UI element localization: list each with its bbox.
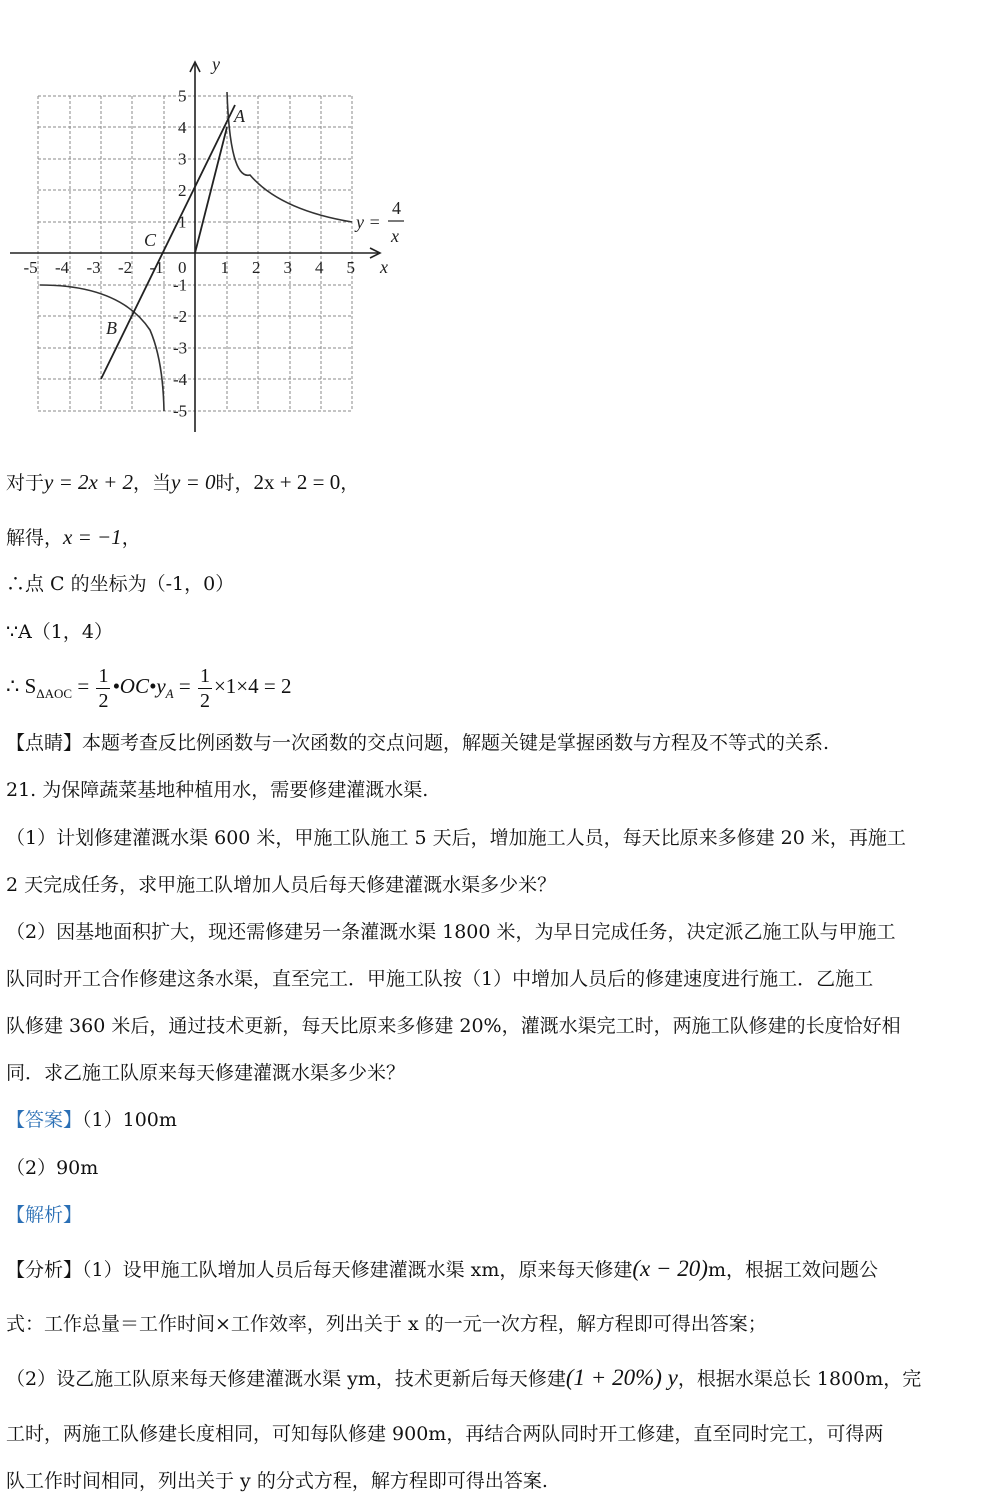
x-tick-label: 3 <box>283 258 292 277</box>
x-tick-label: -4 <box>55 258 70 277</box>
y-tick-label: -1 <box>173 275 188 295</box>
analysis-line-2: 式：工作总量＝工作时间×工作效率，列出关于 x 的一元一次方程，解方程即可得出答案； <box>6 1313 767 1335</box>
y-tick-label: 5 <box>178 86 187 106</box>
curve-label-numerator: 4 <box>392 198 401 218</box>
analysis-tag: 【解析】 <box>6 1204 83 1226</box>
question-part2-a: （2）因基地面积扩大，现还需修建另一条灌溉水渠 1800 米，为早日完成任务，决定派乙施工队与甲施工 <box>6 921 896 943</box>
question-part1-a: （1）计划修建灌溉水渠 600 米，甲施工队施工 5 天后，增加施工人员，每天比原来多修建 20 米，再施工 <box>6 827 906 849</box>
y-tick-label: -4 <box>173 370 188 389</box>
analysis-line-1: 【分析】（1）设甲施工队增加人员后每天修建灌溉水渠 xm，原来每天修建(x − 20)m，根据工效问题公 <box>6 1256 878 1281</box>
question-part1-b: 2 天完成任务，求甲施工队增加人员后每天修建灌溉水渠多少米？ <box>6 874 557 896</box>
y-tick-label: 4 <box>178 118 187 137</box>
x-tick-label: 1 <box>220 258 229 277</box>
x-tick-label: 2 <box>252 258 261 277</box>
x-tick-label: 4 <box>315 258 324 277</box>
area-formula: ∴ $S_{\Delta AOC}$ = $\frac{1}{2}$ $•OC•y_A$ = $\frac{1}{2}$ ×1×4 = 2 <box>6 664 292 712</box>
curve-label: y = <box>356 212 381 232</box>
x-tick-label: -2 <box>118 258 133 277</box>
x-tick-label: 0 <box>178 258 187 277</box>
line-2: 解得，x = −1， <box>6 525 141 549</box>
answer-line-2: （2）90m <box>6 1157 99 1179</box>
y-tick-label: 1 <box>178 212 187 232</box>
line-through-a-b <box>101 105 235 379</box>
equation-line: y = 2x + 2 <box>44 470 133 494</box>
line-4: ∵A（1，4） <box>6 621 113 643</box>
y-tick-label: -3 <box>173 338 188 358</box>
question-part2-b: 队同时开工合作修建这条水渠，直至完工．甲施工队按（1）中增加人员后的修建速度进行施工．乙施工 <box>6 968 874 990</box>
question-part2-c: 队修建 360 米后，通过技术更新，每天比原来多修建 20%，灌溉水渠完工时，两施工队修建的长度恰好相 <box>6 1015 901 1037</box>
line-1: 对于y = 2x + 2，当y = 0时，2x + 2 = 0， <box>6 470 360 494</box>
y-tick-label: 3 <box>178 149 187 169</box>
x-axis-label: x <box>380 257 388 277</box>
curve-label-denominator: x <box>391 226 399 246</box>
y-axis-label: y <box>212 54 220 74</box>
y-tick-label: -5 <box>173 401 188 421</box>
x-tick-label: -5 <box>23 258 38 277</box>
x-tick-label: -3 <box>86 258 101 277</box>
x-tick-label: 5 <box>346 258 355 277</box>
coordinate-graph <box>0 40 420 440</box>
point-b-label: B <box>106 318 117 338</box>
y-tick-label: -2 <box>173 307 188 326</box>
analysis-line-4: 工时，两施工队修建长度相同，可知每队修建 900m，再结合两队同时开工修建，直至同时完工，可得两 <box>6 1423 884 1445</box>
point-a-label: A <box>234 106 245 126</box>
question-part2-d: 同．求乙施工队原来每天修建灌溉水渠多少米？ <box>6 1062 406 1084</box>
point-c-label: C <box>144 230 157 250</box>
x-tick-label: -1 <box>149 258 164 277</box>
y-tick-label: 2 <box>178 181 187 200</box>
answer-tag: 【答案】 <box>6 1109 83 1131</box>
answer-line-1: 【答案】（1）100m <box>6 1109 177 1131</box>
line-3: ∴点 C 的坐标为（-1，0） <box>6 573 235 595</box>
analysis-line-5: 队工作时间相同，列出关于 y 的分式方程，解方程即可得出答案. <box>6 1470 548 1492</box>
question-21-title: 21. 为保障蔬菜基地种植用水，需要修建灌溉水渠. <box>6 779 429 801</box>
comment-line: 【点睛】本题考查反比例函数与一次函数的交点问题，解题关键是掌握函数与方程及不等式的关系. <box>6 732 830 754</box>
analysis-line-3: （2）设乙施工队原来每天修建灌溉水渠 ym，技术更新后每天修建(1 + 20%) y，根据水渠总长 1800m，完 <box>6 1365 922 1390</box>
